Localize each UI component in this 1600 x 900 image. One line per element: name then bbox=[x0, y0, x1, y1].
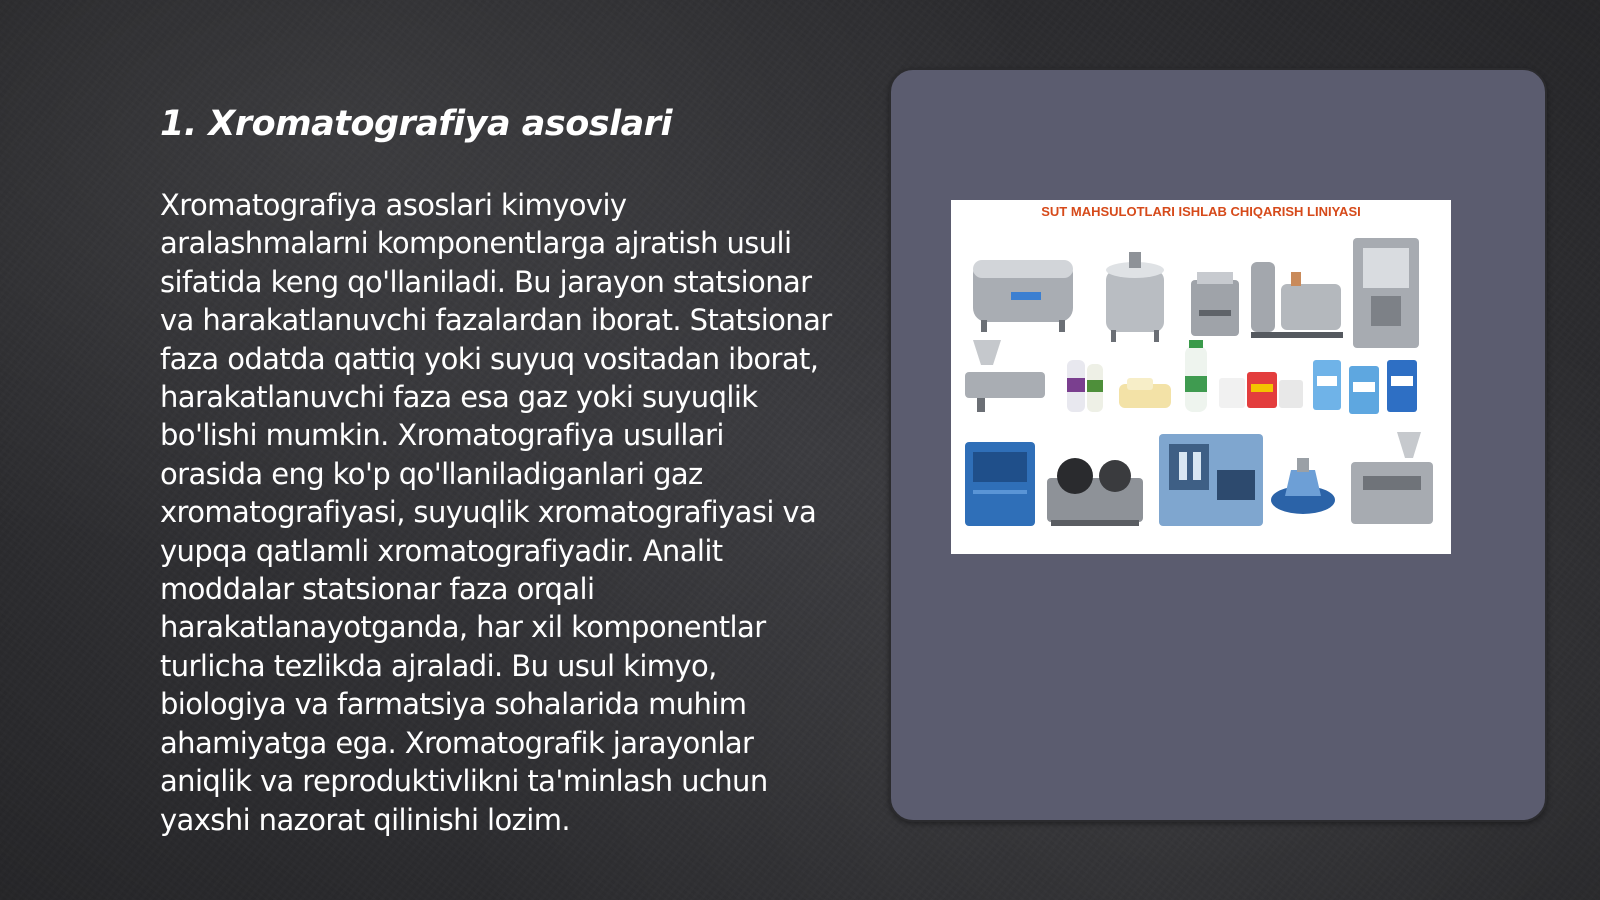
milk-packs-icon bbox=[1313, 360, 1417, 414]
slide-body-text: Xromatografiya asoslari kimyoviy aralashmalarni komponentlarga ajratish usuli sifatida keng qo'llaniladi. Bu jarayon statsionar va harakatlanuvchi fazalardan iborat. Statsionar faza odatda qattiq yoki suyuq vositadan iborat, harakatlanuvchi faza esa gaz yoki suyuqlik bo'lishi mumkin. Xromatografiya usullari orasida eng ko'p qo'llaniladiganlari gaz xromatografiyasi, suyuqlik xromatografiyasi va yupqa qatlamli xromatografiyadir. Analit moddalar statsionar faza orqali harakatlanayotganda, har xil komponentlar turlicha tezlikda ajraladi. Bu usul kimyo, biologiya va farmatsiya sohalarida muhim ahamiyatga ega. Xromatografik jarayonlar aniqlik va reproduktivlikni ta'minlash uchun yaxshi nazorat qilinishi lozim. bbox=[160, 188, 832, 837]
milk-bottle-icon bbox=[1185, 340, 1207, 412]
slide-title: 1. Xromatografiya asoslari bbox=[160, 104, 672, 144]
cup-sealing-machine-icon bbox=[1351, 432, 1433, 524]
compressor-icon bbox=[1047, 458, 1143, 526]
blow-molding-machine-icon bbox=[1159, 434, 1263, 526]
equipment-illustration bbox=[951, 200, 1451, 554]
homogenizer-icon bbox=[1191, 272, 1239, 336]
separator-unit-icon bbox=[1251, 262, 1343, 338]
packaging-machine-icon bbox=[1353, 238, 1419, 348]
production-line-image bbox=[951, 200, 1451, 554]
filling-machine-icon bbox=[965, 340, 1045, 412]
image-caption: SUT MAHSULOTLARI ISHLAB CHIQARISH LINIYASI bbox=[1041, 204, 1361, 219]
chiller-unit-icon bbox=[965, 442, 1035, 526]
yogurt-bottles-icon bbox=[1067, 360, 1103, 412]
cooling-vat-icon bbox=[1106, 252, 1164, 342]
butter-cheese-icon bbox=[1119, 378, 1171, 408]
yogurt-cups-icon bbox=[1219, 372, 1303, 408]
centrifuge-separator-icon bbox=[1271, 458, 1335, 514]
pasteurizer-tank-icon bbox=[973, 260, 1073, 332]
image-panel bbox=[889, 68, 1547, 822]
